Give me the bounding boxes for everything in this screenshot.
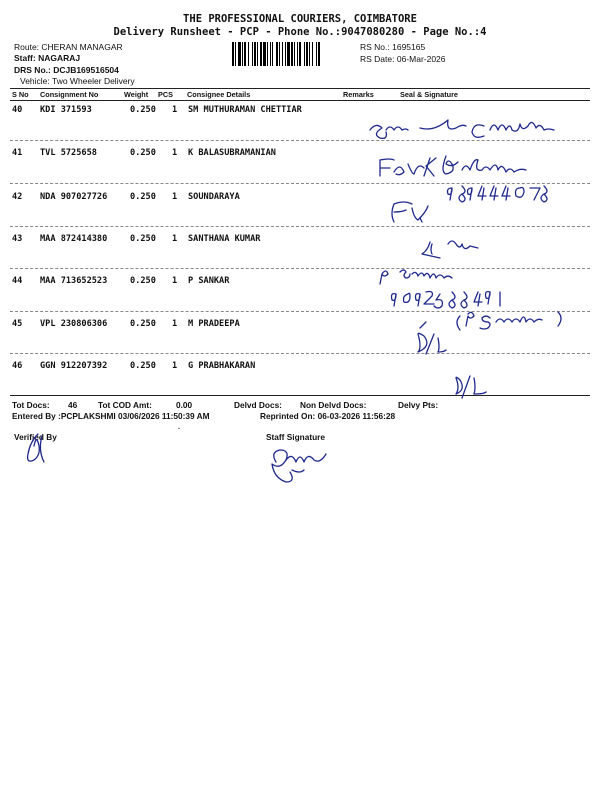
row-pcs: 1 [172, 319, 178, 329]
row-weight: 0.250 [130, 192, 156, 202]
row-consignment: TVL 5725658 [40, 148, 97, 158]
row-sno: 40 [12, 105, 23, 115]
row-weight: 0.250 [130, 361, 156, 371]
vehicle-label: Vehicle: Two Wheeler Delivery [20, 76, 135, 86]
col-header-sno: S No [12, 90, 29, 99]
tot-cod-value: 0.00 [176, 400, 193, 410]
row-pcs: 1 [172, 234, 178, 244]
table-header-rule [10, 100, 590, 101]
row-consignment: MAA 872414380 [40, 234, 108, 244]
row-sno: 45 [12, 319, 23, 329]
staff-signature-label: Staff Signature [266, 432, 326, 442]
staff-signature-scribble [262, 442, 332, 492]
row-weight: 0.250 [130, 105, 156, 115]
entered-by: Entered By :PCPLAKSHMI 03/06/2026 11:50:39 AM [12, 411, 210, 421]
row-consignment: MAA 713652523 [40, 276, 108, 286]
rs-number: RS No.: 1695165 [360, 42, 426, 52]
row-consignee: G PRABHAKARAN [188, 361, 256, 371]
row-consignee: SM MUTHURAMAN CHETTIAR [188, 105, 302, 115]
row-weight: 0.250 [130, 234, 156, 244]
reprinted-on: Reprinted On: 06-03-2026 11:56:28 [260, 411, 396, 421]
row-sno: 43 [12, 234, 23, 244]
route-label: Route: CHERAN MANAGAR [14, 42, 123, 52]
staff-label: Staff: NAGARAJ [14, 53, 81, 63]
row-consignment: VPL 230806306 [40, 319, 108, 329]
col-header-seal-signature: Seal & Signature [400, 90, 458, 99]
row-consignment: NDA 907027726 [40, 192, 108, 202]
row-consignee: SOUNDARAYA [188, 192, 240, 202]
col-header-weight: Weight [124, 90, 149, 99]
verified-by-scribble [20, 430, 60, 470]
runsheet-subtitle: Delivery Runsheet - PCP - Phone No.:9047080280 - Page No.:4 [113, 26, 487, 38]
row-consignee: SANTHANA KUMAR [188, 234, 261, 244]
barcode-image [232, 42, 357, 66]
verified-by-label: Verified By [14, 432, 57, 442]
row-pcs: 1 [172, 105, 178, 115]
col-header-remarks: Remarks [343, 90, 374, 99]
row-pcs: 1 [172, 192, 178, 202]
row-sno: 44 [12, 276, 23, 286]
col-header-consignment: Consignment No [40, 90, 99, 99]
tot-docs-value: 46 [68, 400, 78, 410]
table-top-rule [10, 88, 590, 89]
row-consignment: KDI 371593 [40, 105, 92, 115]
row-consignee: K BALASUBRAMANIAN [188, 148, 276, 158]
delvd-docs-label: Delvd Docs: [234, 400, 282, 410]
delvy-pts-label: Delvy Pts: [398, 400, 439, 410]
row-pcs: 1 [172, 148, 178, 158]
rs-date: RS Date: 06-Mar-2026 [360, 54, 446, 64]
row-sno: 46 [12, 361, 23, 371]
row-weight: 0.250 [130, 276, 156, 286]
non-delvd-docs-label: Non Delvd Docs: [300, 400, 367, 410]
col-header-pcs: PCS [158, 90, 174, 99]
tot-docs-label: Tot Docs: [12, 400, 50, 410]
handwritten-signatures [360, 108, 590, 398]
company-title: THE PROFESSIONAL COURIERS, COIMBATORE [183, 13, 417, 25]
drs-number: DRS No.: DCJB169516504 [14, 65, 119, 75]
row-consignee: M PRADEEPA [188, 319, 240, 329]
row-pcs: 1 [172, 276, 178, 286]
row-weight: 0.250 [130, 319, 156, 329]
row-weight: 0.250 [130, 148, 156, 158]
row-sno: 42 [12, 192, 23, 202]
row-consignee: P SANKAR [188, 276, 230, 286]
dot-mark: . [178, 424, 180, 431]
tot-cod-label: Tot COD Amt: [98, 400, 152, 410]
col-header-consignee: Consignee Details [187, 90, 251, 99]
row-pcs: 1 [172, 361, 178, 371]
row-sno: 41 [12, 148, 23, 158]
row-consignment: GGN 912207392 [40, 361, 108, 371]
